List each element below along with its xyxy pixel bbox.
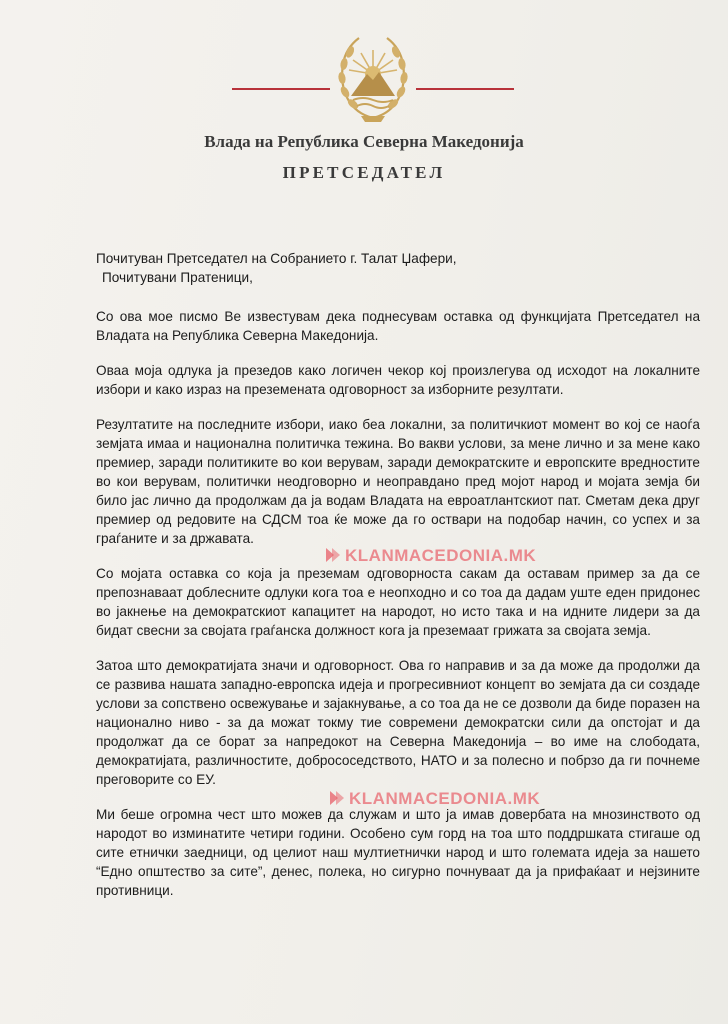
letter-body — [96, 249, 700, 916]
office-title: ПРЕТСЕДАТЕЛ — [282, 163, 446, 182]
paragraph-6: Ми беше огромна чест што можев да служам и што ја имав довербата на мнозинството од народот во изминатите четири години. Особено сум горд на тоа што поддршката стигаше од сите етнички заедници, од целиот наш мултиетнички народ и што големата идеја за нашето “Едно општество за сите”, денес, полека, но сигурно почнуваат да ја прифаќаат и нејзините противници. — [96, 807, 700, 898]
paragraph-4: Со мојата оставка со која ја преземам одговорноста сакам да оставам пример за да се препознаваат доблесните одлуки кога тоа е неопходно и со тоа да дадам уште еден придонес во јакнење на демократскиот капацитет на народот, но исто така и на идните лидери за да бидат свесни за својата граѓанска должност кога ја преземаат грижата за својата земја. — [96, 566, 700, 638]
watermark-logo-icon — [326, 548, 342, 562]
paragraph-2: Оваа моја одлука ја презедов како логичен чекор кој произлегува од исходот на локалните избори и како израз на преземената одговорност за изборните резултати. — [96, 363, 700, 397]
header-rule-right — [416, 88, 514, 90]
salutation-line-1: Почитуван Претседател на Собранието г. Талат Џафери, — [96, 251, 457, 266]
header-rule-left — [232, 88, 330, 90]
salutation-line-2: Почитувани Пратеници, — [102, 270, 253, 285]
paragraph-5: Затоа што демократијата значи и одговорност. Ова го направив и за да може да продолжи да се развива нашата западно-европска идеја и прогресивниот концепт во земјата да си создаде услови за сопствено освежување и зајакнување, а со тоа да не се дозволи да биде поразен на национално ниво - за да можат токму тие современи демократски сили да опстојат и да продолжат да се борат за напредокот на Северна Македонија – во име на слободата, демократијата, различностите, добрососедството, НАТО и за полесно и побрзо да ги почнеме преговорите со ЕУ. — [96, 658, 700, 787]
coat-of-arms-emblem — [333, 30, 413, 126]
watermark-2 — [330, 789, 540, 809]
salutation — [96, 249, 700, 287]
government-name: Влада на Република Северна Македонија — [204, 132, 524, 151]
watermark-1 — [326, 546, 536, 566]
watermark-text-2: KLANMACEDONIA.MK — [349, 789, 541, 808]
paragraph-1: Со ова мое писмо Ве известувам дека поднесувам оставка од функцијата Претседател на Владата на Република Северна Македонија. — [96, 309, 700, 343]
watermark-logo-icon — [330, 791, 346, 805]
watermark-text-1: KLANMACEDONIA.MK — [345, 546, 537, 565]
paragraph-3: Резултатите на последните избори, иако беа локални, за политичкиот момент во кој се наоѓа земјата имаа и национална политичка тежина. Во вакви услови, за мене лично и за мене како премиер, заради политиките во кои верувам, заради демократските и европските вредностите во кои верувам, политички неодговорно и неоправдано пред мојот народ и мојата земја би било јас лично да продолжам да ја водам Владата на евроатлантскиот пат. Сметам дека друг премиер од редовите на СДСМ тоа ќе може да го оствари на подобар начин, со успех и за граѓаните и за државата. — [96, 417, 700, 546]
